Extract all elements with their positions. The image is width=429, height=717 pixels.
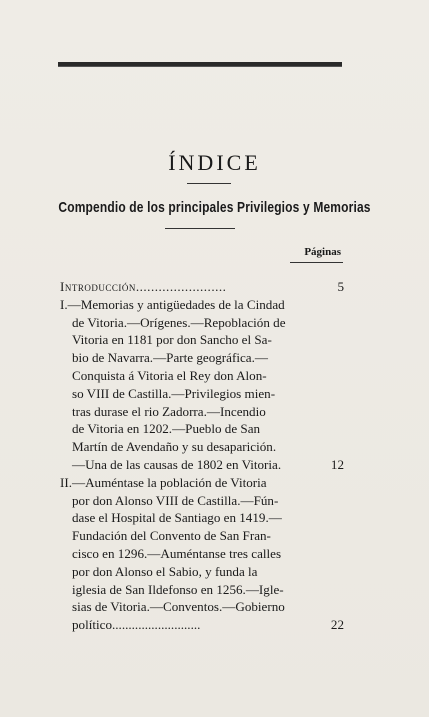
toc-line [60,545,350,563]
toc-line [60,367,350,385]
toc-line [60,456,350,474]
toc-line [60,474,350,492]
toc-line [60,527,350,545]
toc-line [60,420,350,438]
toc-line [60,403,350,421]
top-border-rule [58,62,342,67]
toc-line [60,296,350,314]
toc-entry-text: so VIII de Castilla.—Privilegios mien- [72,385,276,401]
subtitle: Compendio de los principales Privilegios y Memorias [58,199,371,216]
toc-entry-text: bio de Navarra.—Parte geográfica.— [72,350,268,366]
toc-line [60,492,350,510]
toc-entry-text: II.—Auméntase la población de Vitoria [60,474,267,490]
toc-entry-text: de Vitoria.—Orígenes.—Repoblación de [72,314,286,330]
toc-page-number: 5 [337,279,344,294]
toc-line [60,314,350,332]
toc-entry-text: iglesia de San Ildefonso en 1256.—Igle- [72,581,284,597]
toc-entry-text: Conquista á Vitoria el Rey don Alon- [72,367,267,383]
toc-entry-text: cisco en 1296.—Auméntanse tres calles [72,545,282,561]
toc-entry-text: por don Alonso VIII de Castilla.—Fún- [72,492,279,508]
table-of-contents [60,278,350,634]
toc-line [60,438,350,456]
toc-entry-text: Introducción........................ [60,279,227,294]
title-underline [187,183,231,184]
subtitle-underline [165,228,235,229]
toc-line [60,331,350,349]
toc-line [60,563,350,581]
toc-entry-text: I.—Memorias y antigüedades de la Cindad [60,296,285,312]
toc-entry-text: —Una de las causas de 1802 en Vitoria. [72,456,282,472]
toc-entry-text: Martín de Avendaño y su desaparición. [72,439,277,455]
toc-entry-text: Fundación del Convento de San Fran- [72,528,271,544]
pages-header-rule [290,262,343,263]
toc-page-number: 12 [330,456,344,472]
toc-line [60,616,350,634]
toc-entry-text: por don Alonso el Sabio, y funda la [72,563,258,579]
toc-line [60,598,350,616]
toc-entry-text: dase el Hospital de Santiago en 1419.— [72,510,282,526]
toc-line [60,581,350,599]
toc-line [60,509,350,527]
toc-entry-text: Vitoria en 1181 por don Sancho el Sa- [72,332,272,348]
toc-entry-text: político........................... [72,617,201,633]
toc-page-number: 22 [330,617,344,633]
toc-entry-text: tras durase el rio Zadorra.—Incendio [72,403,266,419]
toc-line [60,349,350,367]
page-title: ÍNDICE [168,150,261,175]
toc-line [60,385,350,403]
pages-column-header: Páginas [304,246,341,258]
toc-entry-text: de Vitoria en 1202.—Pueblo de San [72,421,261,437]
toc-entry-introduccion [60,278,350,296]
toc-entry-text: sias de Vitoria.—Conventos.—Gobierno [72,599,285,615]
